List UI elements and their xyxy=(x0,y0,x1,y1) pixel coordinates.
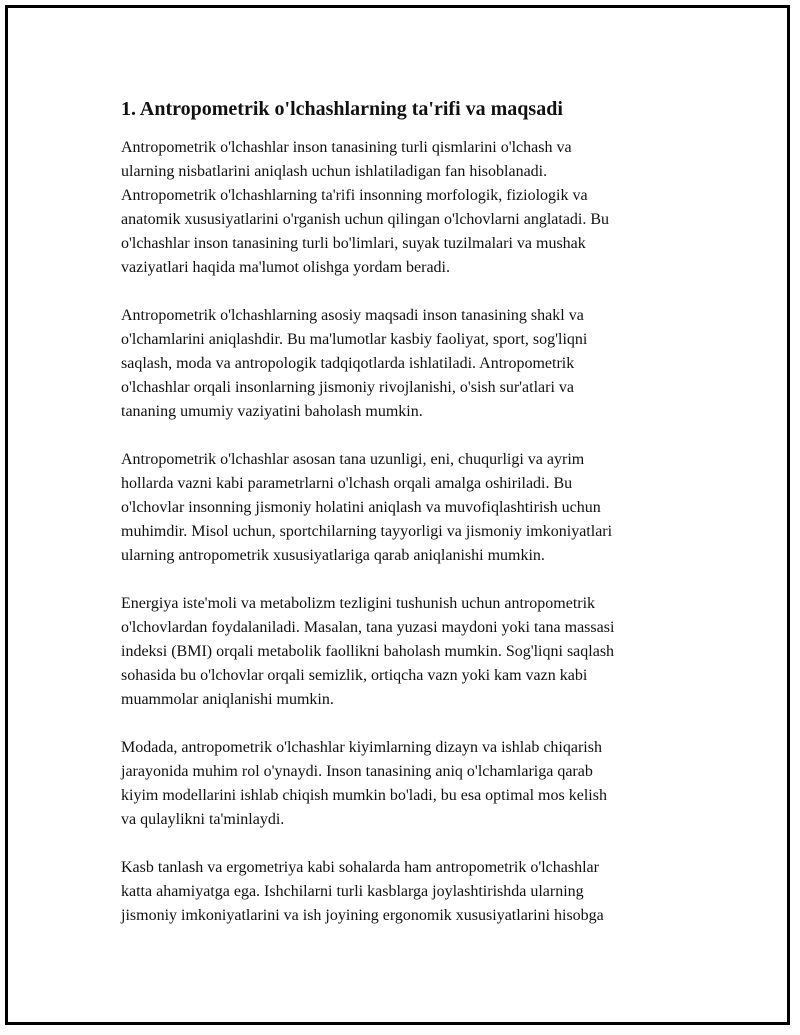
paragraph-line: Antropometrik o'lchashlarning asosiy maqsadi inson tanasining shakl va xyxy=(121,307,584,324)
paragraph xyxy=(121,736,721,832)
document-page xyxy=(5,5,790,1025)
paragraph-line: katta ahamiyatga ega. Ishchilarni turli kasblarga joylashtirishda ularning xyxy=(121,883,584,900)
paragraph xyxy=(121,592,721,712)
section-heading: 1. Antropometrik o'lchashlarning ta'rifi va maqsadi xyxy=(121,98,563,120)
paragraph-line: saqlash, moda va antropologik tadqiqotlarda ishlatiladi. Antropometrik xyxy=(121,355,575,372)
paragraph-line: muhimdir. Misol uchun, sportchilarning tayyorligi va jismoniy imkoniyatlari xyxy=(121,523,613,540)
paragraph-line: indeksi (BMI) orqali metabolik faollikni baholash mumkin. Sog'liqni saqlash xyxy=(121,643,615,660)
paragraph-line: sohasida bu o'lchovlar orqali semizlik, ortiqcha vazn yoki kam vazn kabi xyxy=(121,667,588,684)
document-body xyxy=(121,96,721,952)
paragraph-list xyxy=(121,136,721,928)
paragraph-line: Energiya iste'moli va metabolizm tezligini tushunish uchun antropometrik xyxy=(121,595,596,612)
paragraph xyxy=(121,448,721,568)
paragraph-line: Modada, antropometrik o'lchashlar kiyimlarning dizayn va ishlab chiqarish xyxy=(121,739,602,756)
paragraph-line: Antropometrik o'lchashlar asosan tana uzunligi, eni, chuqurligi va ayrim xyxy=(121,451,585,468)
paragraph-line: hollarda vazni kabi parametrlarni o'lchash orqali amalga oshiriladi. Bu xyxy=(121,475,573,492)
paragraph-line: o'lchamlarini aniqlashdir. Bu ma'lumotlar kasbiy faoliyat, sport, sog'liqni xyxy=(121,331,588,348)
paragraph-line: tananing umumiy vaziyatini baholash mumkin. xyxy=(121,403,423,420)
paragraph xyxy=(121,856,721,928)
paragraph-line: jismoniy imkoniyatlarini va ish joyining ergonomik xususiyatlarini hisobga xyxy=(121,907,604,924)
paragraph xyxy=(121,304,721,424)
paragraph-line: muammolar aniqlanishi mumkin. xyxy=(121,691,334,708)
paragraph-line: o'lchovlardan foydalaniladi. Masalan, tana yuzasi maydoni yoki tana massasi xyxy=(121,619,615,636)
paragraph-line: anatomik xususiyatlarini o'rganish uchun qilingan o'lchovlarni anglatadi. Bu xyxy=(121,211,610,228)
paragraph xyxy=(121,136,721,280)
paragraph-line: o'lchashlar orqali insonlarning jismoniy rivojlanishi, o'sish sur'atlari va xyxy=(121,379,575,396)
paragraph-line: o'lchashlar inson tanasining turli bo'limlari, suyak tuzilmalari va mushak xyxy=(121,235,586,252)
paragraph-line: ularning antropometrik xususiyatlariga qarab aniqlanishi mumkin. xyxy=(121,547,545,564)
paragraph-line: vaziyatlari haqida ma'lumot olishga yordam beradi. xyxy=(121,259,450,276)
paragraph-line: Antropometrik o'lchashlarning ta'rifi insonning morfologik, fiziologik va xyxy=(121,187,588,204)
paragraph-line: Kasb tanlash va ergometriya kabi sohalarda ham antropometrik o'lchashlar xyxy=(121,859,599,876)
paragraph-line: jarayonida muhim rol o'ynaydi. Inson tanasining aniq o'lchamlariga qarab xyxy=(121,763,593,780)
paragraph-line: ularning nisbatlarini aniqlash uchun ishlatiladigan fan hisoblanadi. xyxy=(121,163,548,180)
paragraph-line: va qulaylikni ta'minlaydi. xyxy=(121,811,285,828)
paragraph-line: kiyim modellarini ishlab chiqish mumkin bo'ladi, bu esa optimal mos kelish xyxy=(121,787,607,804)
paragraph-line: o'lchovlar insonning jismoniy holatini aniqlash va muvofiqlashtirish uchun xyxy=(121,499,601,516)
paragraph-line: Antropometrik o'lchashlar inson tanasining turli qismlarini o'lchash va xyxy=(121,139,572,156)
